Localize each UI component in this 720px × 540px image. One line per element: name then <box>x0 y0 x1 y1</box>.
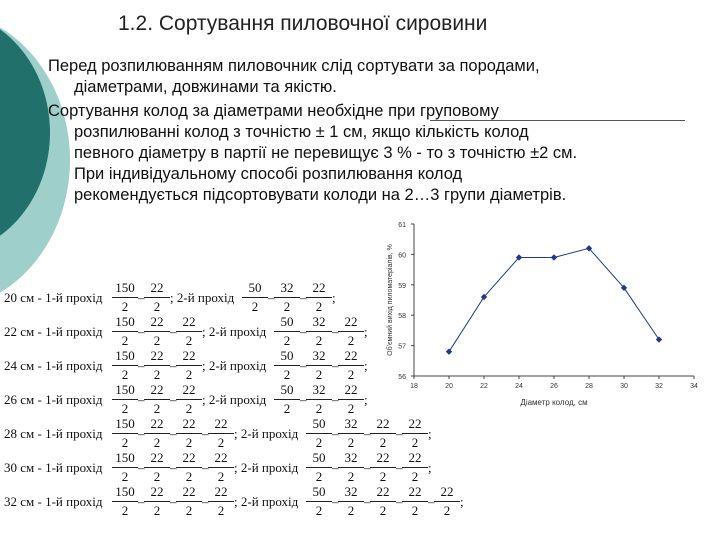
fraction <box>112 450 138 485</box>
operator: – <box>364 460 371 475</box>
fraction-denominator: 2 <box>347 469 355 484</box>
fraction-numerator: 22 <box>176 416 202 434</box>
fraction-numerator: 22 <box>208 450 234 468</box>
fraction-numerator: 32 <box>338 450 364 468</box>
fraction-denominator: 2 <box>411 469 419 484</box>
fraction-denominator: 2 <box>217 435 225 450</box>
fraction-denominator: 2 <box>153 333 161 348</box>
fraction-numerator: 22 <box>144 280 170 298</box>
fraction-numerator: 50 <box>274 314 300 332</box>
fraction <box>176 416 202 451</box>
second-pass-label: ; 2-й прохід <box>202 324 267 339</box>
fraction <box>306 450 332 485</box>
fraction-denominator: 2 <box>379 503 387 518</box>
scheme-row <box>0 450 440 484</box>
fraction-numerator: 50 <box>274 348 300 366</box>
second-pass-label: ; 2-й прохід <box>234 426 299 441</box>
fraction-denominator: 2 <box>347 401 355 416</box>
fraction-numerator: 22 <box>402 484 428 502</box>
paragraph-2-line-2: розпилюванні колод з точністю ± 1 см, якщо кількість колод <box>74 123 529 141</box>
operator: – <box>428 494 435 509</box>
fraction <box>208 484 234 519</box>
operator: – <box>170 494 177 509</box>
operator: – <box>268 290 275 305</box>
fraction <box>306 382 332 417</box>
operator: – <box>138 358 145 373</box>
data-point <box>446 348 452 354</box>
operator: – <box>138 392 145 407</box>
fraction-denominator: 2 <box>153 401 161 416</box>
x-tick-label: 18 <box>410 383 418 390</box>
y-tick-label: 56 <box>398 374 406 381</box>
fraction <box>144 416 170 451</box>
fraction-numerator: 22 <box>176 450 202 468</box>
paragraph-1 <box>48 56 708 98</box>
operator: – <box>300 358 307 373</box>
operator: – <box>332 426 339 441</box>
fraction <box>208 450 234 485</box>
fraction <box>112 484 138 519</box>
fraction-denominator: 2 <box>347 333 355 348</box>
scheme-label: 28 см - 1-й прохід <box>4 426 103 441</box>
fraction <box>402 484 428 519</box>
operator: – <box>396 460 403 475</box>
fraction-numerator: 32 <box>338 416 364 434</box>
fraction-numerator: 22 <box>176 484 202 502</box>
operator: – <box>170 460 177 475</box>
fraction-denominator: 2 <box>443 503 451 518</box>
fraction <box>144 382 170 417</box>
fraction-denominator: 2 <box>283 401 291 416</box>
fraction-numerator: 150 <box>112 382 138 400</box>
fraction <box>176 382 202 417</box>
fraction-numerator: 22 <box>338 348 364 366</box>
fraction-denominator: 2 <box>347 367 355 382</box>
fraction <box>402 450 428 485</box>
fraction <box>274 348 300 383</box>
fraction-numerator: 22 <box>434 484 460 502</box>
fraction <box>112 416 138 451</box>
fraction-denominator: 2 <box>315 503 323 518</box>
fraction-denominator: 2 <box>121 469 129 484</box>
fraction <box>144 484 170 519</box>
fraction-numerator: 22 <box>370 484 396 502</box>
operator: – <box>170 426 177 441</box>
x-tick-label: 26 <box>550 383 558 390</box>
fraction <box>402 416 428 451</box>
fraction-denominator: 2 <box>347 435 355 450</box>
operator: – <box>138 494 145 509</box>
fraction-denominator: 2 <box>315 333 323 348</box>
fraction <box>306 484 332 519</box>
fraction-denominator: 2 <box>121 401 129 416</box>
fraction <box>112 314 138 349</box>
operator: – <box>332 494 339 509</box>
operator: – <box>138 324 145 339</box>
fraction-numerator: 32 <box>306 348 332 366</box>
fraction <box>274 314 300 349</box>
x-axis-label: Діаметр колод, см <box>520 398 588 407</box>
fraction <box>274 280 300 315</box>
fraction-denominator: 2 <box>379 469 387 484</box>
fraction-numerator: 22 <box>306 280 332 298</box>
fraction <box>338 450 364 485</box>
paragraph-2-line-1: Сортування колод за діаметрами необхідне при груповому <box>48 102 499 120</box>
fraction <box>370 450 396 485</box>
fraction <box>176 450 202 485</box>
fraction <box>208 416 234 451</box>
fraction <box>176 314 202 349</box>
fraction-denominator: 2 <box>185 435 193 450</box>
fraction <box>306 416 332 451</box>
fraction-denominator: 2 <box>153 435 161 450</box>
y-tick-label: 61 <box>398 222 406 229</box>
slide-title: 1.2. Сортування пиловочної сировини <box>118 12 488 35</box>
operator: ; <box>428 426 432 441</box>
fraction-numerator: 22 <box>144 450 170 468</box>
fraction-denominator: 2 <box>283 333 291 348</box>
fraction-numerator: 22 <box>144 484 170 502</box>
fraction-denominator: 2 <box>185 333 193 348</box>
scheme-label: 32 см - 1-й прохід <box>4 494 103 509</box>
fraction-numerator: 50 <box>306 450 332 468</box>
fraction <box>338 484 364 519</box>
operator: – <box>332 460 339 475</box>
fraction-numerator: 22 <box>402 416 428 434</box>
operator: – <box>202 426 209 441</box>
operator: – <box>138 460 145 475</box>
fraction-denominator: 2 <box>121 503 129 518</box>
y-tick-label: 57 <box>398 343 406 351</box>
operator: ; <box>332 290 336 305</box>
operator: – <box>364 494 371 509</box>
y-tick-label: 59 <box>398 282 406 290</box>
fraction-numerator: 22 <box>402 450 428 468</box>
scheme-row <box>0 484 464 518</box>
fraction <box>306 348 332 383</box>
fraction-denominator: 2 <box>315 469 323 484</box>
fraction <box>144 348 170 383</box>
fraction-numerator: 32 <box>274 280 300 298</box>
fraction-denominator: 2 <box>153 367 161 382</box>
fraction-denominator: 2 <box>153 503 161 518</box>
fraction-numerator: 22 <box>370 450 396 468</box>
fraction-numerator: 150 <box>112 450 138 468</box>
fraction-denominator: 2 <box>315 367 323 382</box>
fraction-denominator: 2 <box>121 299 129 314</box>
fraction-numerator: 22 <box>176 382 202 400</box>
operator: ; <box>428 460 432 475</box>
paragraph-2 <box>48 101 708 206</box>
fraction-numerator: 22 <box>144 382 170 400</box>
y-tick-label: 60 <box>398 252 406 260</box>
fraction-denominator: 2 <box>153 299 161 314</box>
x-tick-label: 30 <box>620 383 628 390</box>
scheme-label: 26 см - 1-й прохід <box>4 392 103 407</box>
operator: – <box>332 392 339 407</box>
fraction-numerator: 32 <box>306 314 332 332</box>
scheme-label: 22 см - 1-й прохід <box>4 324 103 339</box>
second-pass-label: ; 2-й прохід <box>170 290 235 305</box>
fraction-numerator: 22 <box>338 314 364 332</box>
fraction <box>434 484 460 519</box>
x-tick-label: 34 <box>690 383 698 390</box>
second-pass-label: ; 2-й прохід <box>202 392 267 407</box>
fraction-denominator: 2 <box>315 435 323 450</box>
fraction <box>144 314 170 349</box>
fraction <box>338 314 364 349</box>
operator: – <box>170 358 177 373</box>
fraction-numerator: 22 <box>370 416 396 434</box>
paragraph-1-line-2: діаметрами, довжинами та якістю. <box>74 78 337 96</box>
fraction-numerator: 150 <box>112 280 138 298</box>
fraction-denominator: 2 <box>185 469 193 484</box>
fraction-numerator: 50 <box>274 382 300 400</box>
yield-chart <box>370 210 710 410</box>
scheme-label: 24 см - 1-й прохід <box>4 358 103 373</box>
fraction-numerator: 32 <box>306 382 332 400</box>
fraction-denominator: 2 <box>153 469 161 484</box>
operator: ; <box>364 392 368 407</box>
scheme-label: 30 см - 1-й прохід <box>4 460 103 475</box>
fraction-numerator: 22 <box>144 348 170 366</box>
x-tick-label: 32 <box>655 383 663 390</box>
fraction <box>338 348 364 383</box>
fraction-denominator: 2 <box>379 435 387 450</box>
fraction-numerator: 50 <box>242 280 268 298</box>
operator: – <box>364 426 371 441</box>
x-tick-label: 22 <box>480 383 488 390</box>
fraction-numerator: 22 <box>144 416 170 434</box>
operator: – <box>300 290 307 305</box>
fraction <box>338 416 364 451</box>
fraction-denominator: 2 <box>121 435 129 450</box>
fraction-denominator: 2 <box>283 299 291 314</box>
second-pass-label: ; 2-й прохід <box>202 358 267 373</box>
operator: ; <box>460 494 464 509</box>
fraction <box>306 314 332 349</box>
fraction-denominator: 2 <box>121 367 129 382</box>
fraction-numerator: 150 <box>112 348 138 366</box>
second-pass-label: ; 2-й прохід <box>234 494 299 509</box>
operator: – <box>396 426 403 441</box>
fraction-denominator: 2 <box>411 503 419 518</box>
fraction-denominator: 2 <box>121 333 129 348</box>
second-pass-label: ; 2-й прохід <box>234 460 299 475</box>
fraction-numerator: 22 <box>176 314 202 332</box>
paragraph-1-line-1: Перед розпилюванням пиловочник слід сортувати за породами, <box>48 57 540 75</box>
fraction-denominator: 2 <box>217 503 225 518</box>
data-point <box>656 336 662 342</box>
fraction-denominator: 2 <box>251 299 259 314</box>
series-line <box>449 248 659 351</box>
fraction-denominator: 2 <box>185 503 193 518</box>
fraction <box>144 450 170 485</box>
paragraph-2-line-3: певного діаметру в партії не перевищує 3 % - то з точністю ±2 см. <box>74 144 578 162</box>
operator: – <box>300 392 307 407</box>
operator: – <box>332 324 339 339</box>
fraction <box>274 382 300 417</box>
fraction-denominator: 2 <box>283 367 291 382</box>
fraction-numerator: 150 <box>112 416 138 434</box>
operator: – <box>202 494 209 509</box>
fraction-denominator: 2 <box>315 299 323 314</box>
x-tick-label: 24 <box>515 383 523 390</box>
y-axis-label: Об'ємний вихід пиломатеріалів, % <box>387 244 394 356</box>
fraction-numerator: 22 <box>176 348 202 366</box>
fraction <box>176 348 202 383</box>
y-tick-label: 58 <box>398 313 406 321</box>
fraction-numerator: 22 <box>144 314 170 332</box>
operator: – <box>170 392 177 407</box>
fraction-numerator: 22 <box>208 484 234 502</box>
scheme-row <box>0 416 440 450</box>
fraction-numerator: 150 <box>112 484 138 502</box>
fraction-numerator: 22 <box>338 382 364 400</box>
paragraph-2-line-5: рекомендується підсортовувати колоди на 2…3 групи діаметрів. <box>74 186 567 204</box>
fraction-numerator: 150 <box>112 314 138 332</box>
x-tick-label: 28 <box>585 383 593 390</box>
fraction-denominator: 2 <box>185 401 193 416</box>
fraction-denominator: 2 <box>347 503 355 518</box>
scheme-label: 20 см - 1-й прохід <box>4 290 103 305</box>
fraction-numerator: 50 <box>306 416 332 434</box>
operator: ; <box>364 358 368 373</box>
fraction-numerator: 32 <box>338 484 364 502</box>
operator: – <box>138 290 145 305</box>
operator: – <box>300 324 307 339</box>
fraction <box>112 348 138 383</box>
fraction <box>370 416 396 451</box>
data-point <box>551 254 557 260</box>
fraction-numerator: 22 <box>208 416 234 434</box>
underline-rule <box>430 120 685 121</box>
operator: ; <box>364 324 368 339</box>
operator: – <box>138 426 145 441</box>
fraction <box>370 484 396 519</box>
x-tick-label: 20 <box>445 383 453 390</box>
fraction <box>242 280 268 315</box>
fraction-denominator: 2 <box>411 435 419 450</box>
fraction <box>306 280 332 315</box>
operator: – <box>170 324 177 339</box>
fraction <box>176 484 202 519</box>
operator: – <box>202 460 209 475</box>
operator: – <box>396 494 403 509</box>
operator: – <box>332 358 339 373</box>
paragraph-2-line-4: При індивідуальному способі розпилювання колод <box>74 165 463 183</box>
fraction <box>112 382 138 417</box>
fraction <box>144 280 170 315</box>
fraction <box>112 280 138 315</box>
fraction-denominator: 2 <box>315 401 323 416</box>
fraction-numerator: 50 <box>306 484 332 502</box>
fraction-denominator: 2 <box>185 367 193 382</box>
fraction-denominator: 2 <box>217 469 225 484</box>
fraction <box>338 382 364 417</box>
